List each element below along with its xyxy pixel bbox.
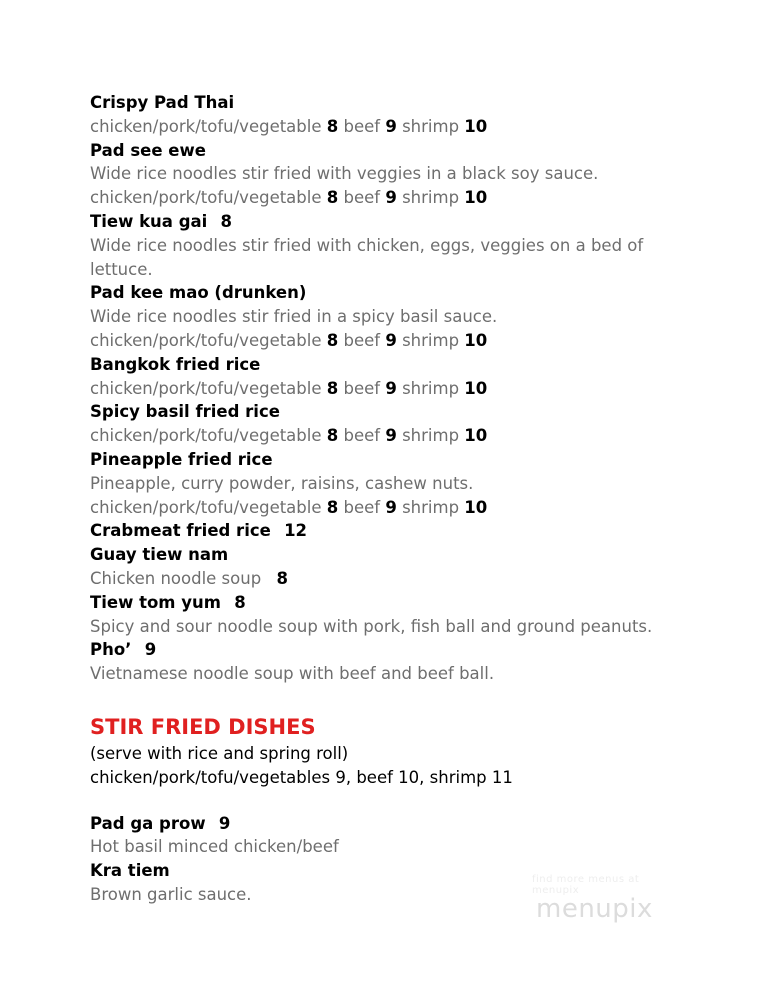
- item-description: lettuce.: [90, 259, 153, 279]
- menu-item-name: [90, 400, 730, 424]
- menu-item-name: [90, 543, 730, 567]
- item-name: Pho’: [90, 640, 132, 660]
- menu-item-name: [90, 281, 730, 305]
- menu-item-name: [90, 91, 730, 115]
- menu-item-name: [90, 139, 730, 163]
- option-price: 10: [464, 497, 488, 517]
- option-price: 10: [464, 188, 488, 208]
- option-price: 8: [326, 330, 339, 350]
- option-label: shrimp: [402, 330, 460, 350]
- item-name: Spicy basil fried rice: [90, 402, 280, 422]
- option-price: 9: [385, 116, 397, 136]
- option-price: 8: [326, 188, 339, 208]
- item-description: Wide rice noodles stir fried with veggies in a black soy sauce.: [90, 164, 599, 184]
- option-price: 9: [385, 378, 397, 398]
- option-price: 9: [385, 188, 397, 208]
- description-text: Chicken noodle soup: [90, 568, 262, 588]
- option-label: shrimp: [402, 188, 460, 208]
- item-price: 9: [144, 640, 157, 660]
- option-label: beef: [343, 497, 381, 517]
- option-price: 9: [385, 426, 397, 446]
- menu-item-name: [90, 638, 730, 662]
- option-price: 8: [326, 116, 339, 136]
- item-price: 8: [276, 568, 288, 588]
- item-price: 9: [218, 813, 231, 833]
- watermark-tagline: find more menus at menupix: [532, 874, 640, 896]
- item-description: Wide rice noodles stir fried with chicken, eggs, veggies on a bed of: [90, 235, 644, 255]
- item-name: Tiew tom yum: [90, 592, 221, 612]
- section-pricing: chicken/pork/tofu/vegetables 9, beef 10, shrimp 11: [90, 767, 513, 787]
- item-name: Crabmeat fried rice: [90, 521, 271, 541]
- menu-item-name: [90, 591, 730, 615]
- option-label: chicken/pork/tofu/vegetable: [90, 330, 322, 350]
- item-description: Wide rice noodles stir fried in a spicy basil sauce.: [90, 307, 498, 327]
- menu-item-name: [90, 519, 730, 543]
- option-price: 8: [326, 497, 339, 517]
- item-description: Brown garlic sauce.: [90, 884, 252, 904]
- option-label: chicken/pork/tofu/vegetable: [90, 188, 322, 208]
- item-options: [90, 424, 730, 448]
- option-price: 10: [464, 426, 488, 446]
- option-label: beef: [343, 378, 381, 398]
- item-price: 8: [234, 592, 246, 612]
- item-name: Bangkok fried rice: [90, 354, 261, 374]
- section-note: (serve with rice and spring roll): [90, 743, 349, 763]
- item-options: [90, 115, 730, 139]
- item-price: 12: [284, 521, 308, 541]
- option-label: shrimp: [402, 497, 460, 517]
- option-price: 8: [326, 426, 339, 446]
- option-label: chicken/pork/tofu/vegetable: [90, 497, 322, 517]
- option-label: beef: [343, 426, 381, 446]
- item-price: 8: [220, 211, 233, 231]
- item-description: Vietnamese noodle soup with beef and beef ball.: [90, 664, 495, 684]
- option-label: chicken/pork/tofu/vegetable: [90, 378, 322, 398]
- option-label: shrimp: [402, 378, 460, 398]
- option-price: 9: [385, 497, 397, 517]
- item-name: Pad ga prow: [90, 813, 206, 833]
- menu-page: [90, 91, 730, 907]
- item-options: [90, 496, 730, 520]
- item-name: Kra tiem: [90, 861, 170, 881]
- item-options: [90, 377, 730, 401]
- option-label: chicken/pork/tofu/vegetable: [90, 426, 322, 446]
- option-price: 8: [326, 378, 339, 398]
- item-description: Spicy and sour noodle soup with pork, fish ball and ground peanuts.: [90, 616, 653, 636]
- item-name: Tiew kua gai: [90, 211, 208, 231]
- item-name: Crispy Pad Thai: [90, 93, 235, 112]
- option-price: 10: [464, 378, 488, 398]
- option-label: beef: [343, 116, 381, 136]
- option-label: chicken/pork/tofu/vegetable: [90, 116, 322, 136]
- menu-item-name: [90, 448, 730, 472]
- spacer: [90, 790, 730, 812]
- option-price: 9: [385, 330, 397, 350]
- menu-item-name: [90, 210, 730, 234]
- item-name: Guay tiew nam: [90, 545, 229, 565]
- option-label: beef: [343, 188, 381, 208]
- item-options: [90, 329, 730, 353]
- menu-item-name: [90, 353, 730, 377]
- option-label: shrimp: [402, 426, 460, 446]
- item-description: Pineapple, curry powder, raisins, cashew nuts.: [90, 473, 474, 493]
- item-description: Hot basil minced chicken/beef: [90, 837, 339, 857]
- spacer: [90, 686, 730, 712]
- item-name: Pineapple fried rice: [90, 449, 273, 469]
- option-price: 10: [464, 330, 488, 350]
- item-description: [90, 567, 730, 591]
- option-label: shrimp: [402, 116, 460, 136]
- menu-item-name: [90, 812, 730, 836]
- option-label: beef: [343, 330, 381, 350]
- option-price: 10: [464, 116, 488, 136]
- item-options: [90, 186, 730, 210]
- watermark-logo: [532, 874, 692, 934]
- item-name: Pad kee mao (drunken): [90, 283, 307, 303]
- section-title: STIR FRIED DISHES: [90, 714, 316, 739]
- item-name: Pad see ewe: [90, 140, 206, 160]
- watermark-logo-text: menupix: [536, 894, 653, 924]
